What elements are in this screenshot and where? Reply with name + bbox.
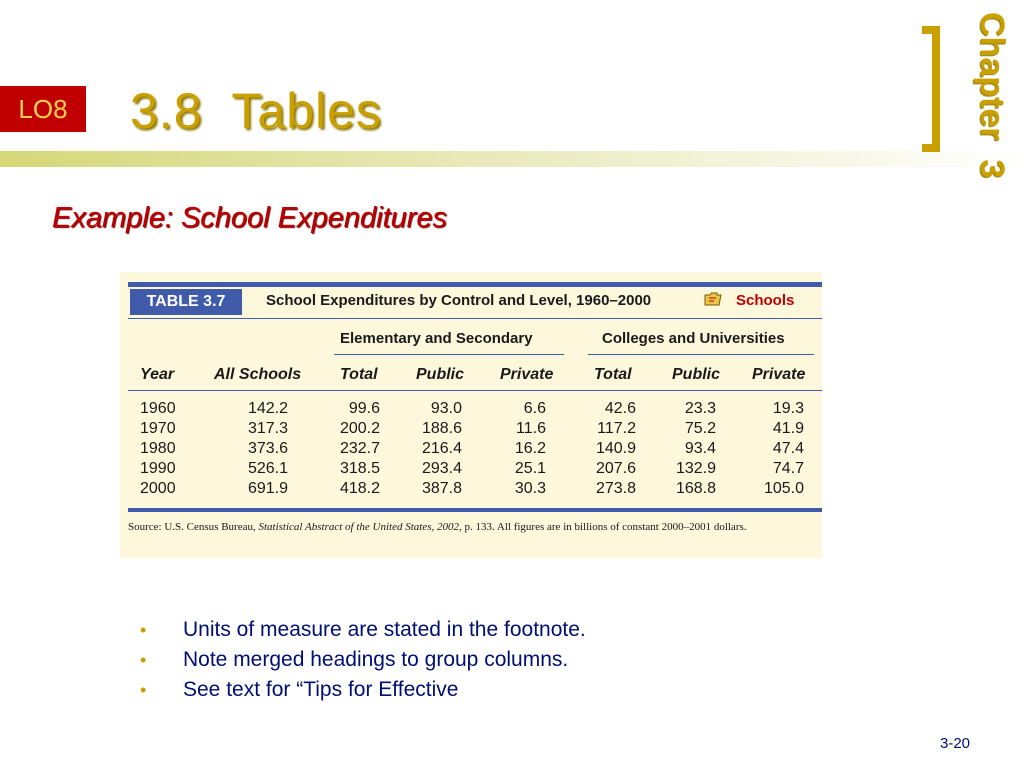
cell-cu-total: 117.2 [597, 420, 636, 437]
slide-title: 3.8 Tables [130, 83, 382, 139]
schools-link[interactable]: Schools [736, 292, 795, 309]
group-header-colleges: Colleges and Universities [602, 330, 785, 347]
cell-es-public: 293.4 [421, 460, 462, 477]
col-header-cu-public: Public [672, 366, 721, 383]
cell-es-private: 25.1 [514, 460, 546, 477]
col-header-cu-private: Private [752, 366, 806, 383]
cell-es-private: 30.3 [514, 480, 546, 497]
chapter-bracket [922, 26, 940, 152]
cell-all-schools: 691.9 [247, 480, 288, 497]
cell-year: 1960 [140, 400, 176, 417]
col-header-cu-total: Total [594, 366, 632, 383]
cell-cu-total: 140.9 [595, 440, 636, 457]
source-suffix: , p. 133. All figures are in billions of constant 2000–2001 dollars. [459, 521, 747, 533]
folder-icon [704, 292, 722, 306]
cell-cu-public: 23.3 [684, 400, 716, 417]
table-row [128, 418, 822, 438]
bullet-dot: • [140, 620, 147, 640]
table-header-rule [128, 318, 822, 319]
cell-es-private: 11.6 [516, 420, 546, 437]
cell-cu-total: 207.6 [595, 460, 636, 477]
bullet-item [140, 616, 586, 646]
chapter-label: Chapter 3 [973, 12, 1011, 179]
cell-es-total: 318.5 [339, 460, 380, 477]
cell-cu-public: 75.2 [684, 420, 716, 437]
source-title: Statistical Abstract of the United States, 2002 [258, 521, 460, 533]
table-number-label: TABLE 3.7 [130, 289, 242, 315]
cell-es-total: 418.2 [339, 480, 380, 497]
table-source-note [128, 520, 818, 535]
table-caption: School Expenditures by Control and Level, 1960–2000 [266, 292, 652, 309]
cell-es-total: 99.6 [348, 400, 380, 417]
cell-es-public: 93.0 [430, 400, 462, 417]
lo-badge: LO8 [0, 86, 86, 132]
cell-all-schools: 526.1 [247, 460, 288, 477]
cell-cu-private: 19.3 [772, 400, 804, 417]
col-header-es-public: Public [416, 366, 465, 383]
cell-year: 1970 [140, 420, 176, 437]
cell-cu-public: 168.8 [675, 480, 716, 497]
col-header-all-schools: All Schools [214, 366, 302, 383]
table-body-rule [128, 390, 822, 391]
bullet-item [140, 646, 586, 676]
cell-cu-private: 47.4 [772, 440, 804, 457]
page-number: 3-20 [940, 735, 971, 752]
group-rule-colleges [588, 354, 814, 355]
source-prefix: Source: U.S. Census Bureau, [128, 521, 259, 533]
col-header-es-private: Private [500, 366, 554, 383]
cell-year: 1990 [140, 460, 176, 477]
cell-es-public: 387.8 [421, 480, 462, 497]
cell-year: 2000 [140, 480, 176, 497]
cell-cu-private: 41.9 [772, 420, 804, 437]
cell-es-total: 232.7 [339, 440, 380, 457]
cell-cu-public: 132.9 [675, 460, 716, 477]
group-rule-elementary [334, 354, 564, 355]
table-body [128, 398, 822, 498]
bullet-list [140, 616, 586, 706]
cell-cu-private: 105.0 [763, 480, 804, 497]
bullet-item [140, 676, 586, 706]
table-row [128, 458, 822, 478]
cell-cu-public: 93.4 [684, 440, 716, 457]
cell-all-schools: 373.6 [247, 440, 288, 457]
cell-es-private: 16.2 [514, 440, 546, 457]
bullet-text: See text for “Tips for Effective [183, 678, 459, 701]
table-row [128, 438, 822, 458]
group-header-elementary: Elementary and Secondary [340, 330, 533, 347]
cell-es-total: 200.2 [339, 420, 380, 437]
table-top-rule [128, 282, 822, 287]
cell-cu-private: 74.7 [772, 460, 804, 477]
cell-es-public: 216.4 [421, 440, 462, 457]
cell-cu-total: 42.6 [604, 400, 636, 417]
cell-es-public: 188.6 [421, 420, 462, 437]
col-header-es-total: Total [340, 366, 378, 383]
cell-year: 1980 [140, 440, 176, 457]
col-header-year: Year [140, 366, 175, 383]
cell-all-schools: 317.3 [247, 420, 288, 437]
table-bottom-rule [128, 508, 822, 512]
table-row [128, 398, 822, 418]
cell-all-schools: 142.2 [247, 400, 288, 417]
bullet-text: Units of measure are stated in the footnote. [183, 618, 586, 641]
table-figure [120, 272, 822, 558]
cell-es-private: 6.6 [523, 400, 546, 417]
chapter-label-vertical [972, 12, 1012, 222]
bullet-dot: • [140, 650, 147, 670]
cell-cu-total: 273.8 [595, 480, 636, 497]
bullet-text: Note merged headings to group columns. [183, 648, 569, 671]
title-underline-band [0, 151, 1024, 167]
slide-subtitle: Example: School Expenditures [52, 202, 447, 234]
table-row [128, 478, 822, 498]
bullet-dot: • [140, 680, 147, 700]
